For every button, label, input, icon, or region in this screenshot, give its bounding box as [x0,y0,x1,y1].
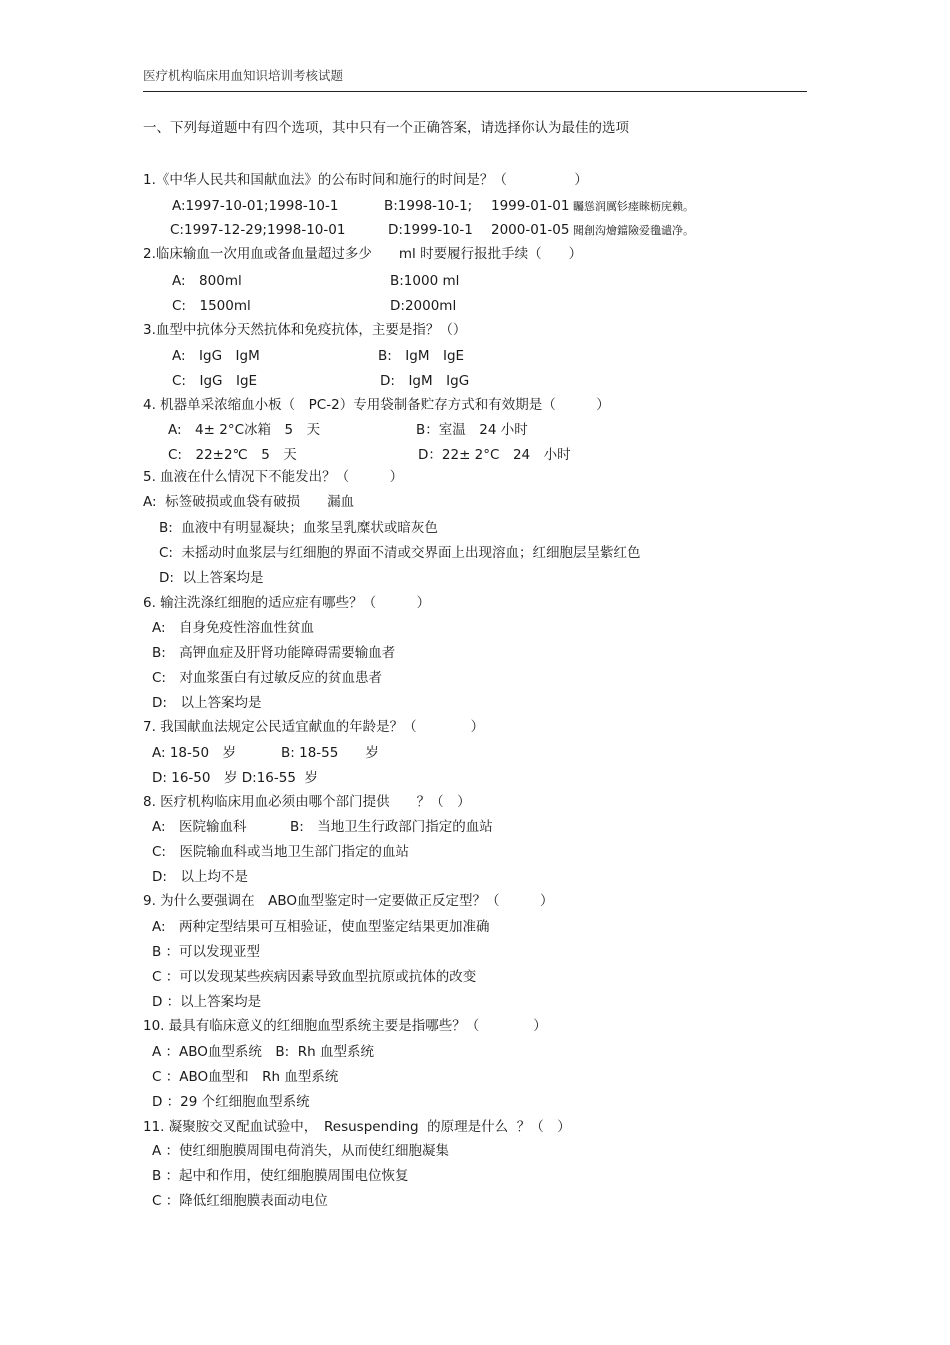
q6-option-d: D: 以上答案均是 [152,695,262,711]
q9-option-d: D ：以上答案均是 [152,994,262,1010]
q3-option-a: A: IgG IgM [172,348,260,364]
q5-option-c: C: 未摇动时血浆层与红细胞的界面不清或交界面上出现溶血；红细胞层呈紫红色 [159,545,641,561]
q6-option-c: C: 对血浆蛋白有过敏反应的贫血患者 [152,670,382,686]
header-rule [143,91,807,92]
q6-option-b: B: 高钾血症及肝肾功能障碍需要输血者 [152,645,396,661]
q10-option-c: C ：ABO血型和 Rh 血型系统 [152,1069,339,1085]
q9-option-a: A: 两种定型结果可互相验证，使血型鉴定结果更加准确 [152,919,490,935]
q7-option-b: B: 18-55 岁 [281,745,379,761]
q2-option-a: A: 800ml [172,273,242,289]
question-9-stem: 9. 为什么要强调在 ABO血型鉴定时一定要做正反定型？（ ） [143,893,554,909]
q8-option-b: B: 当地卫生行政部门指定的血站 [290,819,493,835]
q10-option-ab: A ：ABO血型系统 B: Rh 血型系统 [152,1044,375,1060]
q4-option-a: A: 4± 2°C冰箱 5 天 [168,422,321,438]
q3-option-b: B: IgM IgE [378,348,465,364]
q2-option-d: D:2000ml [390,298,457,314]
question-6-stem: 6. 输注洗涤红细胞的适应症有哪些？（ ） [143,595,431,611]
q1-option-d: D:1999-10-1 [388,222,473,238]
q10-option-d: D ：29 个红细胞血型系统 [152,1094,310,1110]
question-2-stem: 2.临床输血一次用血或备血量超过多少 ml 时要履行报批手续（ ） [143,246,583,262]
q1-option-b-date: 1999-01-01 [491,198,570,214]
q1-option-d-date: 2000-01-05 [491,222,570,238]
q5-option-a: A: 标签破损或血袋有破损 漏血 [143,494,355,510]
q4-option-b: B：室温 24 小时 [416,422,528,438]
q2-option-b: B:1000 ml [390,273,460,289]
question-3-stem: 3.血型中抗体分天然抗体和免疫抗体，主要是指？（） [143,322,467,338]
question-1-stem: 1.《中华人民共和国献血法》的公布时间和施行的时间是？（ ） [143,172,588,188]
document-header: 医疗机构临床用血知识培训考核试题 [143,68,344,83]
q1-option-a: A:1997-10-01;1998-10-1 [172,198,339,214]
q8-option-c: C: 医院输血科或当地卫生部门指定的血站 [152,844,409,860]
q1-option-b: B:1998-10-1; [384,198,473,214]
q9-option-b: B ：可以发现亚型 [152,944,261,960]
q11-option-c: C ：降低红细胞膜表面动电位 [152,1193,328,1209]
section-instruction: 一、下列每道题中有四个选项，其中只有一个正确答案，请选择你认为最佳的选项 [143,120,629,136]
q9-option-c: C ：可以发现某些疾病因素导致血型抗原或抗体的改变 [152,969,477,985]
q5-option-d: D: 以上答案均是 [159,570,264,586]
q1-note-2: 聞創沟燴鐺險爱氇谴净。 [573,224,694,237]
q8-option-d: D: 以上均不是 [152,869,248,885]
question-5-stem: 5. 血液在什么情况下不能发出？（ ） [143,469,404,485]
q3-option-c: C: IgG IgE [172,373,258,389]
q11-option-a: A ：使红细胞膜周围电荷消失，从而使红细胞凝集 [152,1143,450,1159]
q2-option-c: C: 1500ml [172,298,251,314]
question-7-stem: 7. 我国献血法规定公民适宜献血的年龄是？（ ） [143,719,485,735]
q4-option-c: C: 22±2℃ 5 天 [168,447,297,463]
q7-option-a: A: 18-50 岁 [152,745,237,761]
q5-option-b: B: 血液中有明显凝块；血浆呈乳糜状或暗灰色 [159,520,438,536]
question-11-stem: 11. 凝聚胺交叉配血试验中， Resuspending 的原理是什么 ？（ ） [143,1119,571,1135]
question-10-stem: 10. 最具有临床意义的红细胞血型系统主要是指哪些？（ ） [143,1018,547,1034]
q7-option-cd: D: 16-50 岁 D:16-55 岁 [152,770,319,786]
question-4-stem: 4. 机器单采浓缩血小板（ PC-2）专用袋制备贮存方式和有效期是（ ） [143,397,610,413]
q4-option-d: D：22± 2°C 24 小时 [418,447,571,463]
q3-option-d: D: IgM IgG [380,373,470,389]
q1-option-c: C:1997-12-29;1998-10-01 [170,222,346,238]
q1-note-1: 矚慫润厲钐瘗睞枥庑赖。 [573,200,694,213]
q8-option-a: A: 医院输血科 [152,819,247,835]
q6-option-a: A: 自身免疫性溶血性贫血 [152,620,315,636]
q11-option-b: B ：起中和作用，使红细胞膜周围电位恢复 [152,1168,409,1184]
question-8-stem: 8. 医疗机构临床用血必须由哪个部门提供 ？（ ） [143,794,471,810]
